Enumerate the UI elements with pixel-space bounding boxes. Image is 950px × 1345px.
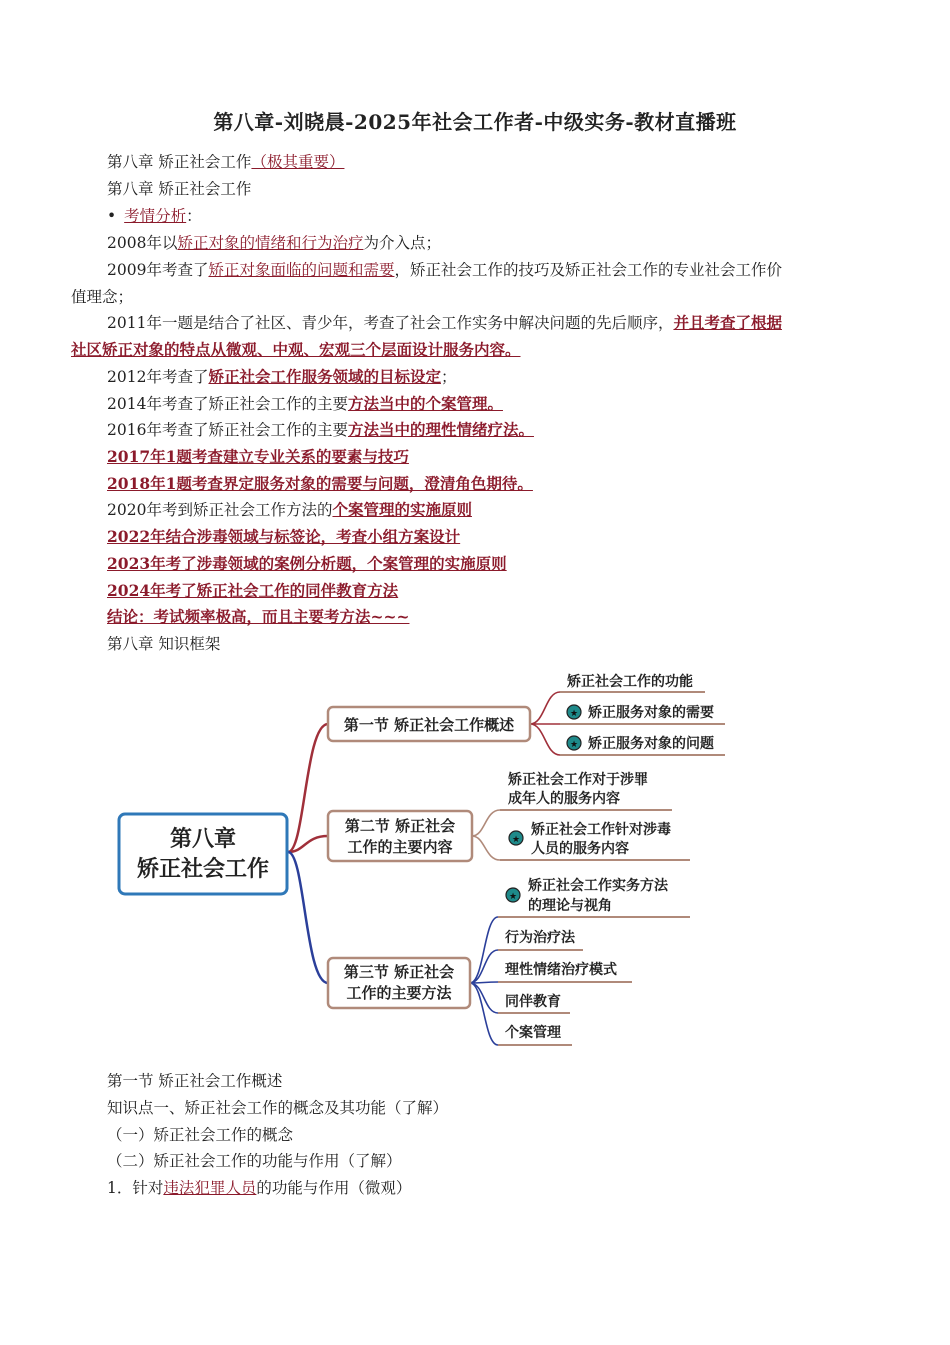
exam-2020	[107, 500, 472, 520]
exam-2011-cont	[71, 340, 521, 360]
s1-item-function: 矫正社会工作的功能	[567, 674, 693, 690]
highlight: 矫正对象的情绪和行为治疗	[177, 234, 364, 252]
exam-2014	[107, 394, 503, 414]
s3-item-behavior: 行为治疗法	[505, 930, 575, 946]
highlight: 方法当中的个案管理。	[347, 394, 503, 413]
s2-item1-line1: 矫正社会工作对于涉罪	[508, 772, 648, 788]
s3-item-case: 个案管理	[505, 1025, 561, 1041]
knowledge-mindmap	[0, 655, 950, 1060]
branch-s3-items	[470, 917, 498, 1045]
colon: ：	[186, 207, 202, 225]
s3-item1-line2: 的理论与视角	[528, 898, 612, 914]
branch-s1-items	[530, 692, 560, 755]
bullet-icon: •	[107, 207, 117, 225]
text: 1．针对	[107, 1179, 164, 1197]
section1-title: 第一节 矫正社会工作概述	[107, 1072, 283, 1090]
importance-note: （极其重要）	[251, 153, 345, 171]
exam-2008	[107, 233, 441, 253]
exam-2018: 2018年1题考查界定服务对象的需要与问题，澄清角色期待。	[107, 474, 533, 493]
intro-line-1	[107, 152, 344, 172]
highlight: 违法犯罪人员	[163, 1179, 257, 1197]
s3-item1-line1: 矫正社会工作实务方法	[528, 878, 668, 894]
section3-label-line1: 第三节 矫正社会	[343, 963, 455, 981]
s3-item-rebt: 理性情绪治疗模式	[505, 962, 617, 978]
s1-item-needs: 矫正服务对象的需要	[588, 705, 714, 721]
branch-root-s3	[288, 852, 328, 983]
knowledge-point-1: 知识点一、矫正社会工作的概念及其功能（了解）	[107, 1099, 449, 1117]
section2-label-line2: 工作的主要内容	[347, 838, 453, 856]
highlight: 矫正对象面临的问题和需要	[208, 261, 395, 279]
exam-analysis-heading	[107, 206, 202, 226]
subsection-1: （一）矫正社会工作的概念	[107, 1126, 294, 1144]
root-node	[119, 814, 287, 894]
s1-item-problems: 矫正服务对象的问题	[588, 736, 714, 752]
star-icon-glyph: ★	[511, 835, 521, 845]
highlight: 个案管理的实施原则	[332, 500, 472, 519]
subsection-2: （二）矫正社会工作的功能与作用（了解）	[107, 1152, 402, 1170]
branch-root-s1	[288, 724, 328, 852]
star-icon-glyph: ★	[508, 892, 518, 902]
exam-2024: 2024年考了矫正社会工作的同伴教育方法	[107, 581, 399, 600]
exam-2009	[107, 260, 782, 280]
text: 2020年考到矫正社会工作方法的	[107, 501, 333, 519]
text: 2016年考查了矫正社会工作的主要	[107, 421, 348, 439]
text: 为介入点；	[363, 234, 441, 252]
exam-2012	[107, 367, 456, 387]
text: 2009年考查了	[107, 261, 209, 279]
root-node-line1: 第八章	[169, 827, 237, 852]
chapter-heading: 第八章 矫正社会工作	[107, 153, 252, 171]
highlight: 社区矫正对象的特点从微观、中观、宏观三个层面设计服务内容。	[71, 340, 521, 359]
exam-analysis-label: 考情分析	[124, 207, 187, 225]
s2-item2-line2: 人员的服务内容	[531, 841, 629, 857]
highlight: 方法当中的理性情绪疗法。	[347, 420, 534, 439]
section1-label: 第一节 矫正社会工作概述	[343, 716, 515, 734]
root-node-line2: 矫正社会工作	[136, 857, 270, 882]
highlight: 并且考查了根据	[673, 313, 782, 332]
text: 2008年以	[107, 234, 178, 252]
text: 2011年一题是结合了社区、青少年，考查了社会工作实务中解决问题的先后顺序，	[107, 314, 674, 332]
exam-2017: 2017年1题考查建立专业关系的要素与技巧	[107, 447, 409, 466]
framework-title: 第八章 知识框架	[107, 635, 221, 653]
section2-label-line1: 第二节 矫正社会	[344, 817, 456, 835]
text: ，矫正社会工作的技巧及矫正社会工作的专业社会工作价	[394, 261, 782, 279]
exam-2022: 2022年结合涉毒领域与标签论，考查小组方案设计	[107, 527, 461, 546]
s3-item-peer: 同伴教育	[505, 994, 561, 1010]
exam-2023: 2023年考了涉毒领域的案例分析题，个案管理的实施原则	[107, 554, 507, 573]
exam-2011	[107, 313, 782, 333]
intro-line-2: 第八章 矫正社会工作	[107, 180, 252, 198]
text: 2014年考查了矫正社会工作的主要	[107, 395, 348, 413]
text: ；	[440, 368, 457, 386]
branch-s2-items	[472, 810, 500, 860]
exam-conclusion: 结论：考试频率极高，而且主要考方法~~~	[107, 607, 410, 626]
star-icon-glyph: ★	[569, 709, 579, 719]
exam-2009-cont: 值理念；	[71, 288, 134, 306]
exam-2016	[107, 420, 534, 440]
star-icon-glyph: ★	[569, 740, 579, 750]
document-title: 第八章-刘晓晨-2025年社会工作者-中级实务-教材直播班	[213, 110, 737, 134]
highlight: 矫正社会工作服务领域的目标设定	[208, 367, 441, 386]
s2-item2-line1: 矫正社会工作针对涉毒	[531, 822, 671, 838]
text: 2012年考查了	[107, 368, 209, 386]
list-item-1	[107, 1178, 411, 1198]
s2-item1-line2: 成年人的服务内容	[508, 791, 620, 807]
text: 的功能与作用（微观）	[256, 1179, 412, 1197]
section3-label-line2: 工作的主要方法	[346, 984, 452, 1002]
